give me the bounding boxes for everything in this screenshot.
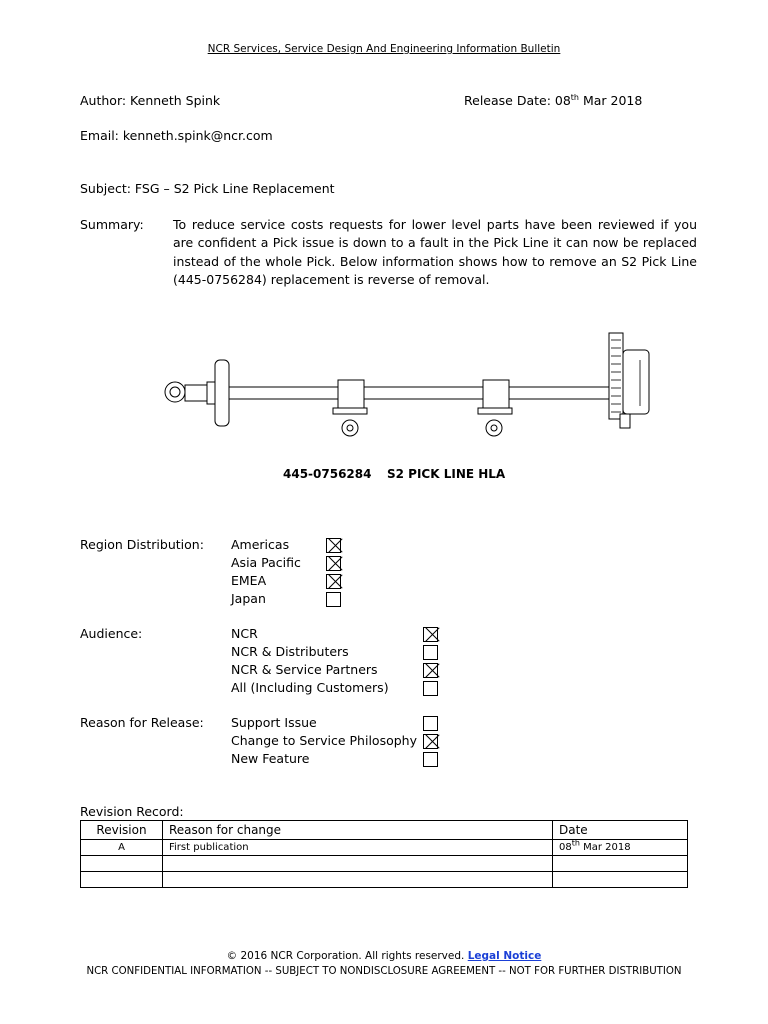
revision-record-label: Revision Record: <box>80 804 184 819</box>
date-suffix: Mar 2018 <box>579 842 631 853</box>
date-cell <box>553 872 688 888</box>
audience-label: Audience: <box>80 626 143 641</box>
audience-item-all-customers: All (Including Customers) <box>231 680 389 695</box>
region-checkbox-japan[interactable] <box>326 592 341 607</box>
bearing-1-hub <box>347 425 353 431</box>
release-date-prefix: Release Date: 08 <box>464 93 571 108</box>
region-checkbox-emea[interactable] <box>326 574 341 589</box>
audience-checkbox-ncr-distributers[interactable] <box>423 645 438 660</box>
reason-checkbox-support-issue[interactable] <box>423 716 438 731</box>
reason-col-header: Reason for change <box>163 821 553 840</box>
reason-label: Reason for Release: <box>80 715 204 730</box>
figure-part-number: 445-0756284 <box>283 467 372 481</box>
copyright-text: © 2016 NCR Corporation. All rights reserved. <box>226 950 465 962</box>
revision-cell <box>81 872 163 888</box>
date-prefix: 08 <box>559 842 572 853</box>
bracket-1 <box>338 380 364 408</box>
region-checkbox-americas[interactable] <box>326 538 341 553</box>
end-roller-inner <box>170 387 180 397</box>
release-date <box>464 93 642 108</box>
email-line: Email: kenneth.spink@ncr.com <box>80 128 273 143</box>
release-date-suffix: Mar 2018 <box>579 93 643 108</box>
gear-housing <box>623 350 649 414</box>
left-plate <box>215 360 229 426</box>
audience-item-ncr-service-partners: NCR & Service Partners <box>231 662 378 677</box>
confidential-notice: NCR CONFIDENTIAL INFORMATION -- SUBJECT TO NONDISCLOSURE AGREEMENT -- NOT FOR FURTHER DISTRIBUTION <box>86 966 682 977</box>
reason-checkbox-new-feature[interactable] <box>423 752 438 767</box>
subject-line: Subject: FSG – S2 Pick Line Replacement <box>80 181 335 196</box>
date-col-header: Date <box>553 821 688 840</box>
date-cell <box>553 856 688 872</box>
region-label: Region Distribution: <box>80 537 204 552</box>
revision-cell: A <box>81 840 163 856</box>
audience-item-ncr-distributers: NCR & Distributers <box>231 644 349 659</box>
revision-header-row <box>81 821 688 840</box>
footer-copyright-line <box>0 950 768 962</box>
audience-item-ncr: NCR <box>231 626 258 641</box>
region-item-japan: Japan <box>231 591 266 606</box>
bracket-2 <box>483 380 509 408</box>
date-cell <box>553 840 688 856</box>
gear-tab <box>620 414 630 428</box>
table-row <box>81 840 688 856</box>
main-shaft <box>229 387 609 399</box>
reason-cell: First publication <box>163 840 553 856</box>
legal-notice-link[interactable]: Legal Notice <box>467 950 542 962</box>
pick-line-diagram <box>150 330 670 440</box>
reason-item-support-issue: Support Issue <box>231 715 317 730</box>
date-sup: th <box>571 838 580 848</box>
bracket-1-base <box>333 408 367 414</box>
bulletin-header: NCR Services, Service Design And Engineering Information Bulletin <box>207 43 561 55</box>
region-item-emea: EMEA <box>231 573 267 588</box>
reason-item-service-philosophy: Change to Service Philosophy <box>231 733 417 748</box>
end-housing <box>185 385 207 401</box>
gear-wheel <box>609 333 623 419</box>
audience-checkbox-all-customers[interactable] <box>423 681 438 696</box>
summary-label: Summary: <box>80 217 144 232</box>
summary-text: To reduce service costs requests for lower level parts have been reviewed if you are confident a Pick issue is down to a fault in the Pick Line it can now be replaced instead of the whole Pick. Below information shows how to remove an S2 Pick Line (445-0756284) replacement is reverse of removal. <box>173 217 697 288</box>
author-line: Author: Kenneth Spink <box>80 93 221 108</box>
audience-checkbox-ncr-service-partners[interactable] <box>423 663 438 678</box>
bracket-2-base <box>478 408 512 414</box>
revision-table <box>80 820 688 888</box>
reason-cell <box>163 856 553 872</box>
reason-item-new-feature: New Feature <box>231 751 310 766</box>
release-date-sup: th <box>570 92 579 102</box>
region-item-asia-pacific: Asia Pacific <box>231 555 301 570</box>
revision-col-header: Revision <box>81 821 163 840</box>
region-item-americas: Americas <box>231 537 290 552</box>
bearing-2-hub <box>491 425 497 431</box>
revision-cell <box>81 856 163 872</box>
table-row <box>81 872 688 888</box>
reason-checkbox-service-philosophy[interactable] <box>423 734 438 749</box>
audience-checkbox-ncr[interactable] <box>423 627 438 642</box>
end-collar <box>207 382 215 404</box>
reason-cell <box>163 872 553 888</box>
figure-part-name: S2 PICK LINE HLA <box>387 467 506 481</box>
region-checkbox-asia-pacific[interactable] <box>326 556 341 571</box>
table-row <box>81 856 688 872</box>
